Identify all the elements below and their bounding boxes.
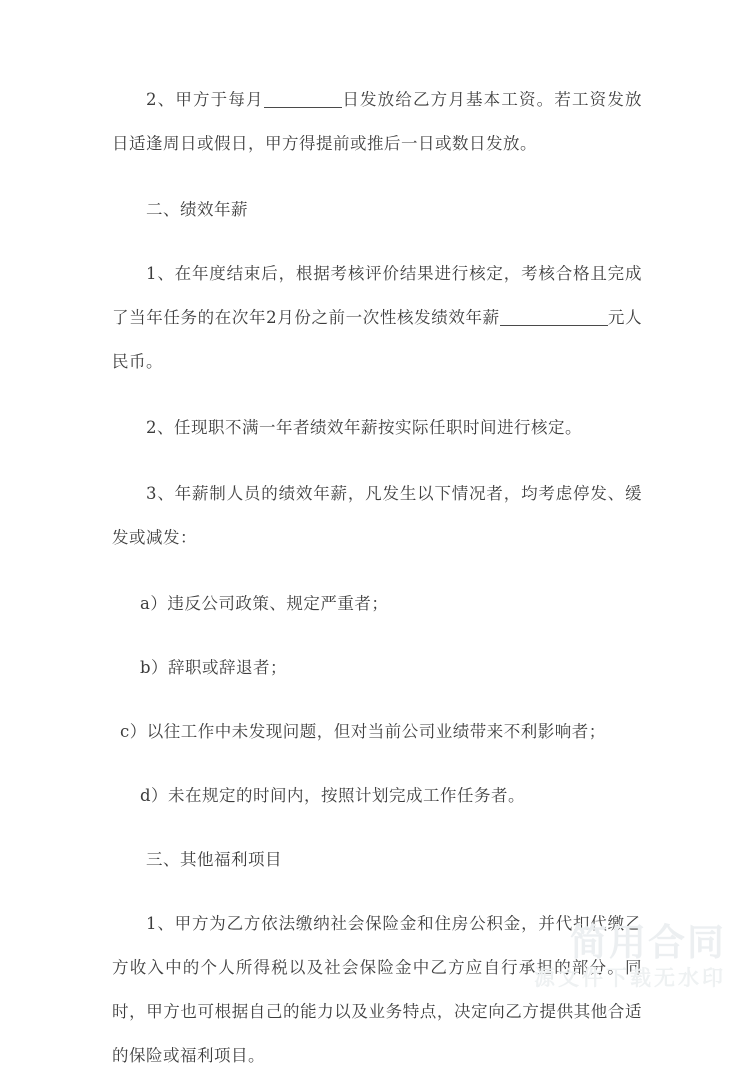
fill-in-blank-annual-bonus[interactable] <box>500 311 608 326</box>
paragraph-text-before: 1、在年度结束后，根据考核评价结果进行核定，考核合格且完成了当年任务的在次年2月份之前一次性核发绩效年薪 <box>112 264 642 327</box>
watermark-brand: 简用合同 <box>570 921 726 964</box>
paragraph-benefit-1: 1、甲方为乙方依法缴纳社会保险金和住房公积金，并代扣代缴乙方收入中的个人所得税以及社会保险金中乙方应自行承担的部分。同时，甲方也可根据自己的能力以及业务特点，决定向乙方提供其他合适的保险或福利项目。 <box>112 914 642 1065</box>
paragraph-salary-payday <box>112 78 642 166</box>
list-item-c: c）以往工作中未发现问题，但对当前公司业绩带来不利影响者； <box>120 722 606 741</box>
paragraph-perf-2: 2、任现职不满一年者绩效年薪按实际任职时间进行核定。 <box>146 418 582 437</box>
watermark-tagline: 源文件下载无水印 <box>534 966 726 990</box>
fill-in-blank-payday[interactable] <box>264 93 342 108</box>
document-body <box>112 78 642 1078</box>
paragraph-perf-1 <box>112 252 642 384</box>
list-item-a: a）违反公司政策、规定严重者； <box>140 594 389 613</box>
heading-other-benefits: 三、其他福利项目 <box>146 850 282 869</box>
paragraph-text-after: 元人民币。 <box>112 308 643 371</box>
list-item-d: d）未在规定的时间内，按照计划完成工作任务者。 <box>140 786 526 805</box>
list-item-b: b）辞职或辞退者； <box>140 658 288 677</box>
paragraph-text-after: 日发放给乙方月基本工资。若工资发放日适逢周日或假日，甲方得提前或推后一日或数日发放。 <box>112 90 643 153</box>
paragraph-perf-3: 3、年薪制人员的绩效年薪，凡发生以下情况者，均考虑停发、缓发或减发： <box>112 484 642 547</box>
heading-performance-salary: 二、绩效年薪 <box>146 200 248 219</box>
paragraph-text-before: 2、甲方于每月 <box>146 90 264 109</box>
